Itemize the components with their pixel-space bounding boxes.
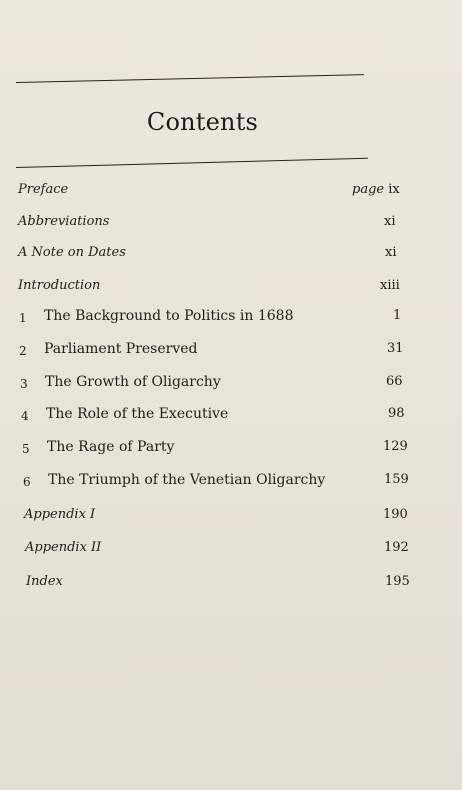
entry-page-number: [385, 574, 410, 589]
entry-page-number: [387, 341, 404, 356]
entry-page-number: [384, 214, 396, 229]
page-title: Contents: [146, 108, 259, 136]
page-value: 66: [386, 374, 403, 389]
entry-page-number: [384, 472, 409, 487]
entry-page-number: [380, 278, 400, 293]
entry-page-number: [383, 507, 408, 522]
chapter-number: 4: [21, 409, 29, 423]
entry-title: Abbreviations: [18, 214, 110, 229]
entry-page-number: [393, 308, 401, 323]
entry-title: The Role of the Executive: [46, 406, 229, 422]
page-value: 1: [393, 308, 402, 323]
contents-entry: [0, 507, 462, 527]
page-value: ix: [388, 182, 400, 197]
title-rule: [16, 158, 368, 168]
page-value: 31: [387, 341, 404, 356]
entry-title: Appendix II: [25, 540, 102, 555]
page-word: page: [352, 182, 385, 197]
chapter-number: 2: [19, 344, 27, 358]
entry-title: The Growth of Oligarchy: [45, 374, 221, 390]
entry-page-number: [352, 182, 400, 197]
entry-title: The Triumph of the Venetian Oligarchy: [48, 472, 326, 488]
contents-entry: [0, 182, 462, 202]
page-value: 190: [383, 507, 408, 522]
entry-title: Parliament Preserved: [44, 341, 198, 357]
contents-entry: [0, 472, 462, 492]
chapter-number: 6: [23, 475, 31, 489]
page-value: 98: [388, 406, 405, 421]
page-value: 192: [384, 540, 409, 555]
page-value: xiii: [380, 278, 400, 293]
chapter-number: 5: [22, 442, 30, 456]
contents-entry: [0, 406, 462, 426]
page-value: 129: [383, 439, 408, 454]
contents-entry: [0, 374, 462, 394]
entry-page-number: [388, 406, 405, 421]
contents-entry: [0, 245, 462, 265]
chapter-number: 3: [20, 377, 28, 391]
contents-entry: [0, 308, 462, 328]
entry-page-number: [385, 245, 397, 260]
entry-title: The Rage of Party: [47, 439, 175, 455]
entry-title: A Note on Dates: [18, 245, 126, 260]
contents-entry: [0, 439, 462, 459]
entry-title: Preface: [18, 182, 69, 197]
contents-entry: [0, 574, 462, 594]
chapter-number: 1: [19, 311, 27, 325]
entry-title: Appendix I: [24, 507, 96, 522]
entry-title: Introduction: [18, 278, 101, 293]
top-rule: [16, 74, 364, 83]
contents-entry: [0, 278, 462, 298]
page-value: 195: [385, 574, 410, 589]
page-value: xi: [385, 245, 397, 260]
entry-title: The Background to Politics in 1688: [44, 308, 294, 324]
contents-entry: [0, 540, 462, 560]
contents-entry: [0, 341, 462, 361]
entry-title: Index: [26, 574, 63, 589]
page-value: 159: [384, 472, 409, 487]
entry-page-number: [384, 540, 409, 555]
entry-page-number: [383, 439, 408, 454]
page-value: xi: [384, 214, 396, 229]
entry-page-number: [386, 374, 403, 389]
contents-entry: [0, 214, 462, 234]
